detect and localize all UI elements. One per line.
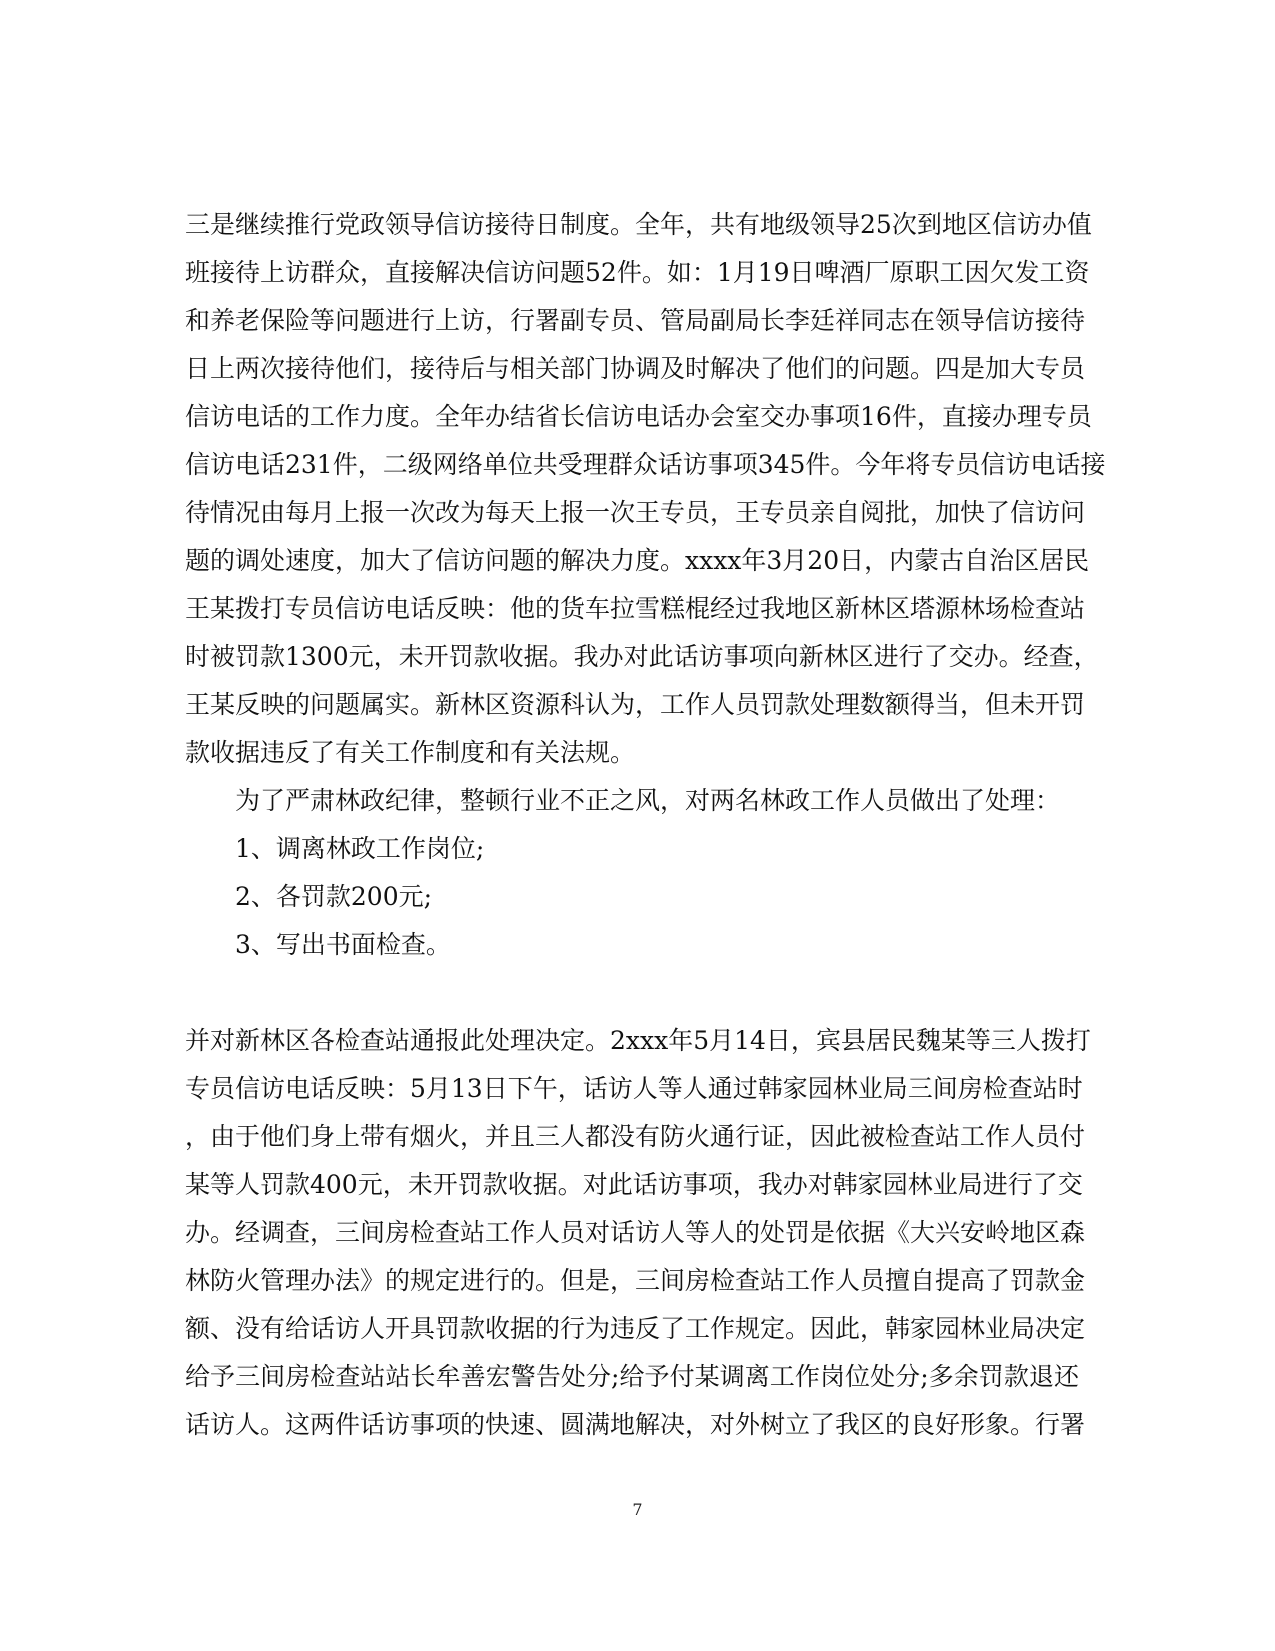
text-line: 时被罚款1300元，未开罚款收据。我办对此话访事项向新林区进行了交办。经查， [185,642,1099,671]
paragraph-2 [185,1017,1091,1449]
paragraph-1 [185,201,1106,777]
text-line: 额、没有给话访人开具罚款收据的行为违反了工作规定。因此，韩家园林业局决定 [185,1314,1086,1343]
text-line: 并对新林区各检查站通报此处理决定。2xxx年5月14日，宾县居民魏某等三人拨打 [185,1026,1091,1055]
document-body [185,201,1106,1449]
text-line: 班接待上访群众，直接解决信访问题52件。如：1月19日啤酒厂原职工因欠发工资 [185,258,1090,287]
text-line: 日上两次接待他们，接待后与相关部门协调及时解决了他们的问题。四是加大专员 [185,354,1086,383]
text-line: 王某反映的问题属实。新林区资源科认为，工作人员罚款处理数额得当，但未开罚 [185,690,1086,719]
decision-list [185,825,1079,969]
list-item: 2、各罚款200元; [235,882,433,911]
text-line: 题的调处速度，加大了信访问题的解决力度。xxxx年3月20日，内蒙古自治区居民 [185,546,1090,575]
text-line: 某等人罚款400元，未开罚款收据。对此话访事项，我办对韩家园林业局进行了交 [185,1170,1083,1199]
text-line: 办。经调查，三间房检查站工作人员对话访人等人的处罚是依据《大兴安岭地区森 [185,1218,1086,1247]
text-line: 王某拨打专员信访电话反映：他的货车拉雪糕棍经过我地区新林区塔源林场检查站 [185,594,1086,623]
text-line: 给予三间房检查站站长牟善宏警告处分;给予付某调离工作岗位处分;多余罚款退还 [185,1362,1079,1391]
text-line: 款收据违反了有关工作制度和有关法规。 [185,738,636,767]
page-number: 7 [632,1500,643,1519]
text-line: 专员信访电话反映：5月13日下午，话访人等人通过韩家园林业局三间房检查站时 [185,1074,1083,1103]
text-line: 信访电话的工作力度。全年办结省长信访电话办会室交办事项16件，直接办理专员 [185,402,1092,431]
text-line: 林防火管理办法》的规定进行的。但是，三间房检查站工作人员擅自提高了罚款金 [185,1266,1086,1295]
list-item: 1、调离林政工作岗位; [235,834,485,863]
text-line: 信访电话231件，二级网络单位共受理群众话访事项345件。今年将专员信访电话接 [185,450,1106,479]
text-line: 和养老保险等问题进行上访，行署副专员、管局副局长李廷祥同志在领导信访接待 [185,306,1086,335]
decision-intro: 为了严肃林政纪律，整顿行业不正之风，对两名林政工作人员做出了处理： [235,786,1061,815]
spacer [185,969,1079,1017]
text-line: 三是继续推行党政领导信访接待日制度。全年，共有地级领导25次到地区信访办值 [185,210,1092,239]
list-item: 3、写出书面检查。 [235,930,451,959]
text-line: ，由于他们身上带有烟火，并且三人都没有防火通行证，因此被检查站工作人员付 [185,1122,1086,1151]
text-line: 待情况由每月上报一次改为每天上报一次王专员，王专员亲自阅批，加快了信访问 [185,498,1086,527]
text-line: 话访人。这两件话访事项的快速、圆满地解决，对外树立了我区的良好形象。行署 [185,1410,1086,1439]
